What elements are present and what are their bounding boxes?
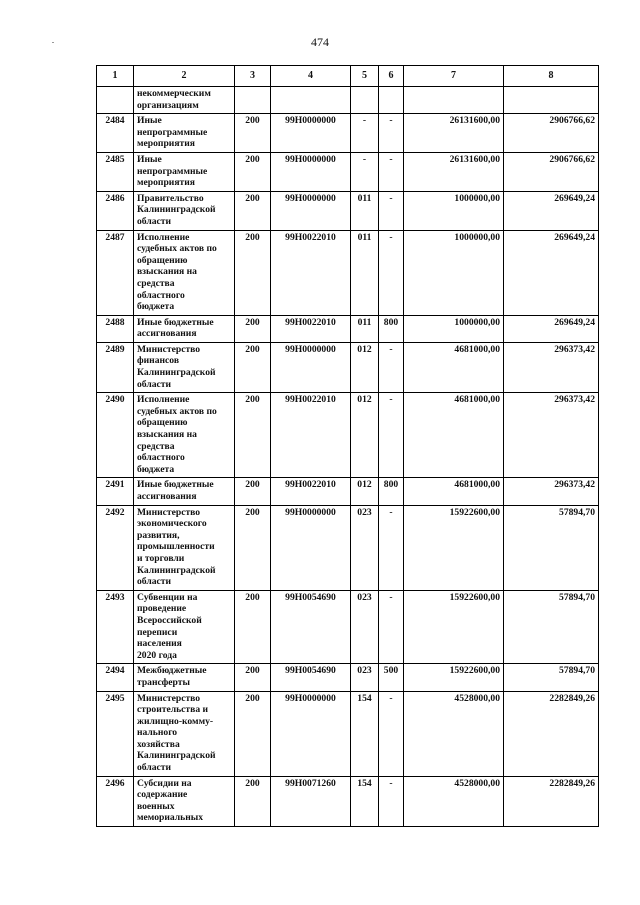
actual-amount-cell: 296373,42: [504, 342, 599, 392]
target-code-cell: 99Н0000000: [271, 505, 351, 590]
row-number-cell: 2485: [97, 152, 134, 191]
section-code-cell: 200: [235, 505, 271, 590]
department-code-cell: 023: [351, 590, 379, 664]
budget-table: [96, 65, 599, 827]
item-name-line: средства: [137, 440, 175, 452]
item-name-line: Исполнение: [137, 394, 190, 406]
item-name-line: Калининградской: [137, 564, 216, 576]
item-name-line: населения: [137, 638, 182, 650]
item-name-line: мероприятия: [137, 138, 195, 150]
planned-amount-cell: 15922600,00: [404, 590, 504, 664]
expense-type-code-cell: -: [379, 505, 404, 590]
section-code-cell: 200: [235, 114, 271, 153]
target-code-cell: 99Н0022010: [271, 315, 351, 342]
expense-type-code-cell: -: [379, 590, 404, 664]
target-code-cell: [271, 87, 351, 114]
table-row: [97, 152, 599, 191]
target-code-cell: 99Н0000000: [271, 691, 351, 776]
expense-type-code-cell: -: [379, 191, 404, 230]
row-number-cell: 2496: [97, 776, 134, 826]
target-code-cell: 99Н0000000: [271, 342, 351, 392]
item-name-cell: [134, 590, 235, 664]
item-name-line: промышленности: [137, 541, 215, 553]
column-header: 7: [404, 66, 504, 87]
item-name-line: хозяйства: [137, 738, 180, 750]
planned-amount-cell: 4528000,00: [404, 691, 504, 776]
item-name-line: Министерство: [137, 506, 201, 518]
expense-type-code-cell: 800: [379, 315, 404, 342]
item-name-line: жилищно-комму-: [137, 715, 214, 727]
item-name-line: обращению: [137, 417, 188, 429]
page-number: 474: [311, 35, 329, 49]
target-code-cell: 99Н0000000: [271, 191, 351, 230]
column-header: 4: [271, 66, 351, 87]
actual-amount-cell: 2906766,62: [504, 152, 599, 191]
item-name-line: Иные: [137, 115, 162, 127]
actual-amount-cell: 269649,24: [504, 230, 599, 315]
item-name-line: Калининградской: [137, 204, 216, 216]
item-name-line: взыскания на: [137, 266, 197, 278]
item-name-line: судебных актов по: [137, 243, 217, 255]
item-name-line: непрограммные: [137, 126, 208, 138]
item-name-line: Субвенции на: [137, 591, 198, 603]
item-name-cell: [134, 342, 235, 392]
table-row: [97, 393, 599, 478]
item-name-line: Калининградской: [137, 750, 216, 762]
target-code-cell: 99Н0054690: [271, 590, 351, 664]
item-name-line: финансов: [137, 355, 180, 367]
actual-amount-cell: 296373,42: [504, 478, 599, 505]
expense-type-code-cell: -: [379, 393, 404, 478]
row-number-cell: 2490: [97, 393, 134, 478]
section-code-cell: 200: [235, 664, 271, 691]
item-name-cell: [134, 87, 235, 114]
department-code-cell: 154: [351, 776, 379, 826]
expense-type-code-cell: -: [379, 230, 404, 315]
item-name-cell: [134, 691, 235, 776]
item-name-line: области: [137, 762, 172, 774]
item-name-line: Калининградской: [137, 367, 216, 379]
item-name-cell: [134, 114, 235, 153]
item-name-line: переписи: [137, 626, 178, 638]
section-code-cell: 200: [235, 191, 271, 230]
item-name-line: бюджета: [137, 301, 175, 313]
table-row: [97, 505, 599, 590]
item-name-line: военных: [137, 800, 175, 812]
actual-amount-cell: 2906766,62: [504, 114, 599, 153]
item-name-line: взыскания на: [137, 429, 197, 441]
item-name-line: судебных актов по: [137, 405, 217, 417]
item-name-line: Межбюджетные: [137, 665, 207, 677]
row-number-cell: 2493: [97, 590, 134, 664]
item-name-cell: [134, 478, 235, 505]
item-name-line: Всероссийской: [137, 614, 202, 626]
header-row: [97, 66, 599, 87]
actual-amount-cell: 269649,24: [504, 191, 599, 230]
section-code-cell: 200: [235, 691, 271, 776]
department-code-cell: 154: [351, 691, 379, 776]
item-name-cell: [134, 664, 235, 691]
target-code-cell: 99Н0022010: [271, 478, 351, 505]
table-row: [97, 590, 599, 664]
item-name-line: экономического: [137, 518, 207, 530]
item-name-line: ассигнования: [137, 328, 197, 340]
item-name-line: Иные бюджетные: [137, 479, 214, 491]
department-code-cell: 023: [351, 505, 379, 590]
item-name-line: организациям: [137, 99, 199, 111]
column-header: 3: [235, 66, 271, 87]
column-header: 5: [351, 66, 379, 87]
row-number-cell: 2487: [97, 230, 134, 315]
expense-type-code-cell: 800: [379, 478, 404, 505]
item-name-line: Субсидии на: [137, 777, 192, 789]
planned-amount-cell: 26131600,00: [404, 152, 504, 191]
item-name-line: непрограммные: [137, 165, 208, 177]
item-name-cell: [134, 315, 235, 342]
row-number-cell: 2486: [97, 191, 134, 230]
section-code-cell: 200: [235, 478, 271, 505]
planned-amount-cell: 1000000,00: [404, 315, 504, 342]
item-name-line: области: [137, 576, 172, 588]
table-row: [97, 664, 599, 691]
row-number-cell: 2495: [97, 691, 134, 776]
item-name-cell: [134, 505, 235, 590]
table-row: [97, 87, 599, 114]
section-code-cell: 200: [235, 776, 271, 826]
table-row: [97, 776, 599, 826]
expense-type-code-cell: -: [379, 114, 404, 153]
column-header: 1: [97, 66, 134, 87]
section-code-cell: 200: [235, 230, 271, 315]
item-name-line: проведение: [137, 603, 187, 615]
actual-amount-cell: 2282849,26: [504, 691, 599, 776]
planned-amount-cell: 4681000,00: [404, 393, 504, 478]
item-name-line: средства: [137, 277, 175, 289]
actual-amount-cell: 57894,70: [504, 505, 599, 590]
table-row: [97, 315, 599, 342]
planned-amount-cell: 1000000,00: [404, 230, 504, 315]
row-number-cell: 2488: [97, 315, 134, 342]
item-name-line: области: [137, 215, 172, 227]
item-name-cell: [134, 191, 235, 230]
column-header: 8: [504, 66, 599, 87]
target-code-cell: 99Н0054690: [271, 664, 351, 691]
expense-type-code-cell: [379, 87, 404, 114]
item-name-line: области: [137, 378, 172, 390]
target-code-cell: 99Н0071260: [271, 776, 351, 826]
item-name-cell: [134, 393, 235, 478]
actual-amount-cell: 296373,42: [504, 393, 599, 478]
item-name-line: и торговли: [137, 552, 185, 564]
table-row: [97, 114, 599, 153]
department-code-cell: -: [351, 114, 379, 153]
planned-amount-cell: 4681000,00: [404, 478, 504, 505]
item-name-line: некоммерческим: [137, 88, 211, 99]
section-code-cell: 200: [235, 393, 271, 478]
department-code-cell: 011: [351, 191, 379, 230]
department-code-cell: 012: [351, 478, 379, 505]
item-name-line: областного: [137, 452, 185, 464]
planned-amount-cell: [404, 87, 504, 114]
item-name-line: Правительство: [137, 192, 204, 204]
expense-type-code-cell: -: [379, 342, 404, 392]
section-code-cell: 200: [235, 152, 271, 191]
item-name-cell: [134, 152, 235, 191]
department-code-cell: 012: [351, 393, 379, 478]
row-number-cell: 2492: [97, 505, 134, 590]
expense-type-code-cell: -: [379, 152, 404, 191]
table-row: [97, 191, 599, 230]
item-name-line: Исполнение: [137, 231, 190, 243]
planned-amount-cell: 15922600,00: [404, 505, 504, 590]
item-name-line: трансферты: [137, 676, 190, 688]
row-number-cell: 2491: [97, 478, 134, 505]
department-code-cell: [351, 87, 379, 114]
expense-type-code-cell: 500: [379, 664, 404, 691]
expense-type-code-cell: -: [379, 691, 404, 776]
actual-amount-cell: 2282849,26: [504, 776, 599, 826]
item-name-line: Министерство: [137, 343, 201, 355]
table-row: [97, 691, 599, 776]
item-name-line: мемориальных: [137, 812, 204, 824]
target-code-cell: 99Н0000000: [271, 114, 351, 153]
target-code-cell: 99Н0000000: [271, 152, 351, 191]
item-name-line: обращению: [137, 254, 188, 266]
item-name-line: Иные бюджетные: [137, 316, 214, 328]
item-name-line: развития,: [137, 529, 180, 541]
item-name-cell: [134, 230, 235, 315]
item-name-line: областного: [137, 289, 185, 301]
row-number-cell: 2494: [97, 664, 134, 691]
item-name-line: строительства и: [137, 704, 209, 716]
item-name-line: ассигнования: [137, 491, 197, 502]
section-code-cell: 200: [235, 315, 271, 342]
department-code-cell: -: [351, 152, 379, 191]
item-name-line: нального: [137, 727, 178, 739]
planned-amount-cell: 1000000,00: [404, 191, 504, 230]
item-name-cell: [134, 776, 235, 826]
item-name-line: бюджета: [137, 463, 175, 475]
column-header: 6: [379, 66, 404, 87]
actual-amount-cell: 269649,24: [504, 315, 599, 342]
target-code-cell: 99Н0022010: [271, 393, 351, 478]
actual-amount-cell: 57894,70: [504, 664, 599, 691]
planned-amount-cell: 4528000,00: [404, 776, 504, 826]
item-name-line: 2020 года: [137, 649, 177, 661]
planned-amount-cell: 15922600,00: [404, 664, 504, 691]
row-number-cell: 2489: [97, 342, 134, 392]
department-code-cell: 011: [351, 315, 379, 342]
section-code-cell: [235, 87, 271, 114]
planned-amount-cell: 4681000,00: [404, 342, 504, 392]
row-number-cell: [97, 87, 134, 114]
department-code-cell: 011: [351, 230, 379, 315]
section-code-cell: 200: [235, 590, 271, 664]
row-number-cell: 2484: [97, 114, 134, 153]
item-name-line: мероприятия: [137, 177, 195, 189]
table-row: [97, 478, 599, 505]
planned-amount-cell: 26131600,00: [404, 114, 504, 153]
expense-type-code-cell: -: [379, 776, 404, 826]
actual-amount-cell: [504, 87, 599, 114]
target-code-cell: 99Н0022010: [271, 230, 351, 315]
item-name-line: содержание: [137, 789, 188, 801]
item-name-line: Министерство: [137, 692, 201, 704]
section-code-cell: 200: [235, 342, 271, 392]
table-row: [97, 230, 599, 315]
scan-speck: [52, 42, 54, 43]
item-name-line: Иные: [137, 153, 162, 165]
department-code-cell: 023: [351, 664, 379, 691]
table-body: [97, 87, 599, 827]
table-row: [97, 342, 599, 392]
column-header: 2: [134, 66, 235, 87]
actual-amount-cell: 57894,70: [504, 590, 599, 664]
department-code-cell: 012: [351, 342, 379, 392]
